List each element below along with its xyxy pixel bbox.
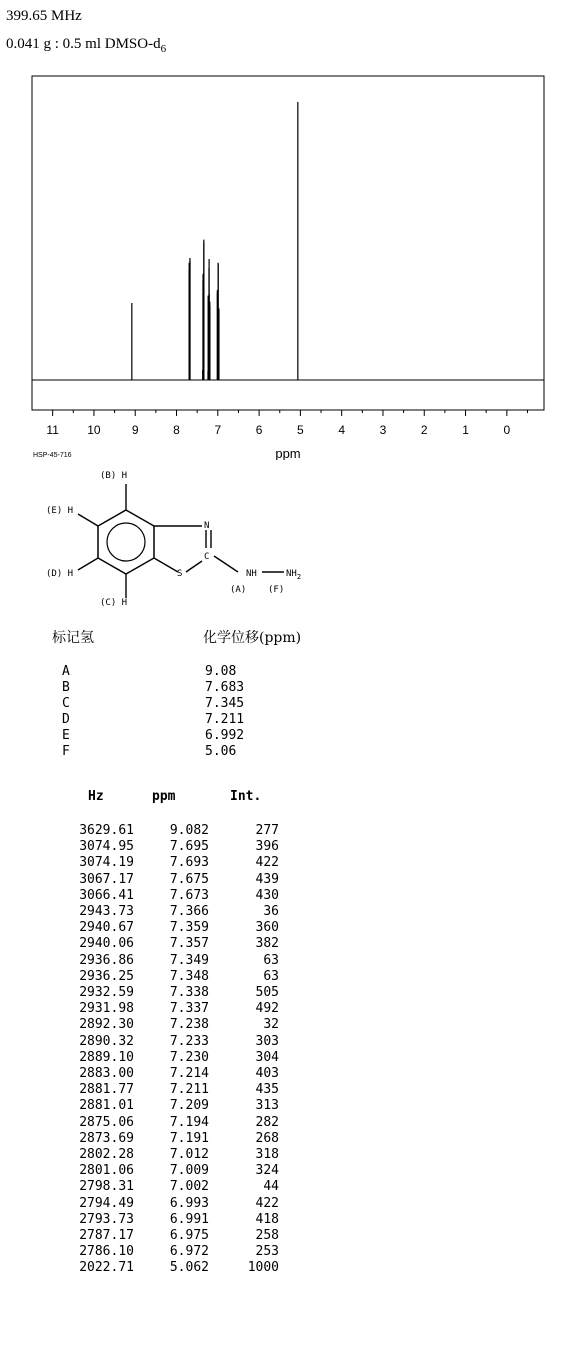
peak-intensity: 505 [255, 985, 279, 1001]
peak-table-row [52, 1244, 279, 1260]
label-nh: NH [246, 569, 257, 579]
peak-ppm: 7.357 [169, 936, 209, 952]
peak-hz: 3066.41 [79, 887, 134, 903]
label-sulfur: S [177, 569, 183, 579]
peak-hz: 2881.01 [79, 1098, 134, 1114]
peak-intensity: 439 [255, 871, 279, 887]
peak-ppm: 7.337 [169, 1001, 209, 1017]
assignment-table [62, 664, 244, 760]
peak-hz: 2931.98 [79, 1001, 134, 1017]
peak-table-row [52, 953, 279, 969]
peak-hz: 2881.77 [79, 1082, 134, 1098]
peak-ppm: 7.349 [169, 952, 209, 968]
x-tick-label: 1 [462, 423, 469, 437]
peak-intensity: 32 [263, 1017, 279, 1033]
label-a: (A) [230, 585, 247, 595]
peak-table-row [52, 1196, 279, 1212]
peak-intensity: 63 [263, 952, 279, 968]
plot-frame [32, 76, 544, 410]
spectrum-peaks [132, 102, 298, 380]
label-b-hydrogen: (B) H [100, 471, 128, 481]
peak-table-row [52, 823, 279, 839]
peak-table-row [52, 1260, 279, 1276]
peak-intensity: 36 [263, 904, 279, 920]
peak-ppm: 7.191 [169, 1130, 209, 1146]
peak-intensity: 277 [255, 823, 279, 838]
peak-hz: 3074.95 [79, 839, 134, 855]
peak-table-row [52, 839, 279, 855]
assignment-shift: 5.06 [205, 744, 237, 759]
peak-intensity: 313 [255, 1098, 279, 1114]
assignment-row [62, 728, 244, 744]
x-tick-label: 6 [255, 423, 263, 437]
assignment-label: C [62, 696, 70, 711]
peak-table-row [52, 904, 279, 920]
x-tick-label: 2 [420, 423, 428, 437]
x-tick-label: 7 [214, 423, 222, 437]
peak-hz: 2794.49 [79, 1195, 134, 1211]
peak-ppm: 7.211 [169, 1082, 209, 1098]
peak-ppm: 7.673 [169, 887, 209, 903]
peak-ppm: 9.082 [169, 823, 209, 838]
peak-header-intensity: Int. [230, 789, 262, 804]
peak-ppm: 7.366 [169, 904, 209, 920]
peak-table-row [52, 969, 279, 985]
peak-ppm: 7.009 [169, 1163, 209, 1179]
peak-ppm: 7.012 [169, 1147, 209, 1163]
peak-ppm: 6.972 [169, 1244, 209, 1260]
peak-hz: 2936.25 [79, 968, 134, 984]
peak-hz: 2943.73 [79, 904, 134, 920]
nmr-spectrum-chart [0, 60, 570, 460]
x-tick-label: 5 [297, 423, 304, 437]
label-nh2-main: NH [286, 569, 297, 579]
x-tick-label: 8 [173, 423, 180, 437]
peak-ppm: 7.338 [169, 985, 209, 1001]
peak-hz: 2022.71 [79, 1260, 134, 1276]
assignment-shift: 6.992 [205, 728, 245, 743]
peak-table-row [52, 985, 279, 1001]
bonds [78, 484, 284, 598]
peak-intensity: 492 [255, 1001, 279, 1017]
peak-intensity: 63 [263, 968, 279, 984]
peak-hz: 2890.32 [79, 1033, 134, 1049]
peak-hz: 2793.73 [79, 1211, 134, 1227]
peak-intensity: 303 [255, 1033, 279, 1049]
peak-table-row [52, 1082, 279, 1098]
peak-hz: 2892.30 [79, 1017, 134, 1033]
peak-table-row [52, 1228, 279, 1244]
label-nitrogen: N [204, 521, 210, 531]
assignment-label: B [62, 680, 70, 695]
label-nh2 [286, 569, 301, 581]
peak-table-row [52, 920, 279, 936]
molecule-structure [40, 468, 360, 618]
peak-intensity: 430 [255, 887, 279, 903]
assignment-row [62, 696, 244, 712]
peak-table-row [52, 888, 279, 904]
peak-hz: 2883.00 [79, 1066, 134, 1082]
peak-table-row [52, 855, 279, 871]
peak-hz: 2802.28 [79, 1147, 134, 1163]
assignment-shift: 9.08 [205, 664, 237, 679]
peak-intensity: 44 [263, 1179, 279, 1195]
peak-intensity: 253 [255, 1244, 279, 1260]
peak-ppm: 7.214 [169, 1066, 209, 1082]
peak-table-row [52, 1147, 279, 1163]
peak-hz: 3067.17 [79, 871, 134, 887]
peak-intensity: 1000 [247, 1260, 279, 1276]
x-tick-label: 11 [46, 423, 59, 437]
peak-table-row [52, 1212, 279, 1228]
label-f: (F) [268, 585, 285, 595]
peak-table-row [52, 1098, 279, 1114]
peak-intensity: 304 [255, 1049, 279, 1065]
peak-ppm: 7.693 [169, 855, 209, 871]
assignment-label: D [62, 712, 70, 727]
assignment-shift: 7.683 [205, 680, 245, 695]
peak-ppm: 7.194 [169, 1114, 209, 1130]
peak-ppm: 6.991 [169, 1211, 209, 1227]
peak-table-row [52, 1034, 279, 1050]
peak-table-row [52, 1179, 279, 1195]
x-axis-label: ppm [275, 446, 301, 460]
peak-header-hz: Hz [88, 789, 104, 804]
x-tick-label: 10 [87, 423, 101, 437]
label-carbon: C [204, 552, 210, 562]
peak-intensity: 258 [255, 1228, 279, 1244]
sample-text: 0.041 g : 0.5 ml DMSO-d [6, 36, 161, 52]
peak-hz: 2786.10 [79, 1244, 134, 1260]
peak-table-row [52, 1066, 279, 1082]
peak-hz: 2940.67 [79, 920, 134, 936]
peak-ppm: 7.675 [169, 871, 209, 887]
peak-intensity: 422 [255, 1195, 279, 1211]
peak-ppm: 7.209 [169, 1098, 209, 1114]
peak-ppm: 6.993 [169, 1195, 209, 1211]
peak-intensity: 435 [255, 1082, 279, 1098]
peak-hz: 2801.06 [79, 1163, 134, 1179]
peak-intensity: 360 [255, 920, 279, 936]
assignment-shift-header: 化学位移(ppm) [203, 630, 302, 646]
assignment-row [62, 680, 244, 696]
peak-header-ppm: ppm [152, 789, 176, 804]
peak-hz: 2875.06 [79, 1114, 134, 1130]
peak-table-row [52, 1017, 279, 1033]
peak-ppm: 6.975 [169, 1228, 209, 1244]
sample-subscript: 6 [160, 43, 167, 55]
assignment-label: A [62, 664, 70, 679]
peak-intensity: 403 [255, 1066, 279, 1082]
label-c-hydrogen: (C) H [100, 598, 128, 608]
peak-hz: 2873.69 [79, 1130, 134, 1146]
peak-ppm: 7.348 [169, 968, 209, 984]
assignment-shift: 7.345 [205, 696, 245, 711]
peak-intensity: 268 [255, 1130, 279, 1146]
spectrum-code: HSP-45-716 [33, 452, 72, 459]
peak-hz: 3629.61 [79, 823, 134, 838]
assignment-shift: 7.211 [205, 712, 245, 727]
peak-intensity: 324 [255, 1163, 279, 1179]
peak-ppm: 7.238 [169, 1017, 209, 1033]
label-nh2-sub: 2 [296, 573, 302, 581]
peak-hz: 2787.17 [79, 1228, 134, 1244]
peak-hz: 3074.19 [79, 855, 134, 871]
assignment-row [62, 712, 244, 728]
peak-ppm: 7.695 [169, 839, 209, 855]
peak-table-row [52, 1163, 279, 1179]
peak-ppm: 7.230 [169, 1049, 209, 1065]
assignment-label-header: 标记氢 [52, 630, 94, 646]
assignment-label: E [62, 728, 70, 743]
peak-hz: 2798.31 [79, 1179, 134, 1195]
assignment-row [62, 664, 244, 680]
benzene-ring [98, 510, 154, 574]
spectrometer-frequency: 399.65 MHz [6, 8, 82, 24]
peak-intensity: 396 [255, 839, 279, 855]
x-axis-ticks [46, 410, 527, 437]
peak-hz: 2932.59 [79, 985, 134, 1001]
peak-ppm: 5.062 [169, 1260, 209, 1276]
assignment-label: F [62, 744, 70, 759]
peak-intensity: 418 [255, 1211, 279, 1227]
peak-hz: 2940.06 [79, 936, 134, 952]
peak-hz: 2936.86 [79, 952, 134, 968]
peak-intensity: 382 [255, 936, 279, 952]
peak-intensity: 318 [255, 1147, 279, 1163]
peak-ppm: 7.002 [169, 1179, 209, 1195]
x-tick-label: 4 [338, 423, 346, 437]
x-tick-label: 3 [379, 423, 387, 437]
label-e-hydrogen: (E) H [46, 506, 74, 516]
x-tick-label: 0 [503, 423, 511, 437]
peak-table [52, 823, 279, 1277]
peak-table-row [52, 1131, 279, 1147]
peak-table-row [52, 872, 279, 888]
peak-ppm: 7.233 [169, 1033, 209, 1049]
peak-hz: 2889.10 [79, 1049, 134, 1065]
assignment-row [62, 744, 244, 760]
peak-table-row [52, 1050, 279, 1066]
x-tick-label: 9 [131, 423, 139, 437]
label-d-hydrogen: (D) H [46, 569, 74, 579]
peak-table-row [52, 936, 279, 952]
peak-table-row [52, 1001, 279, 1017]
peak-table-row [52, 1115, 279, 1131]
peak-intensity: 282 [255, 1114, 279, 1130]
peak-ppm: 7.359 [169, 920, 209, 936]
peak-intensity: 422 [255, 855, 279, 871]
sample-description [6, 36, 166, 55]
